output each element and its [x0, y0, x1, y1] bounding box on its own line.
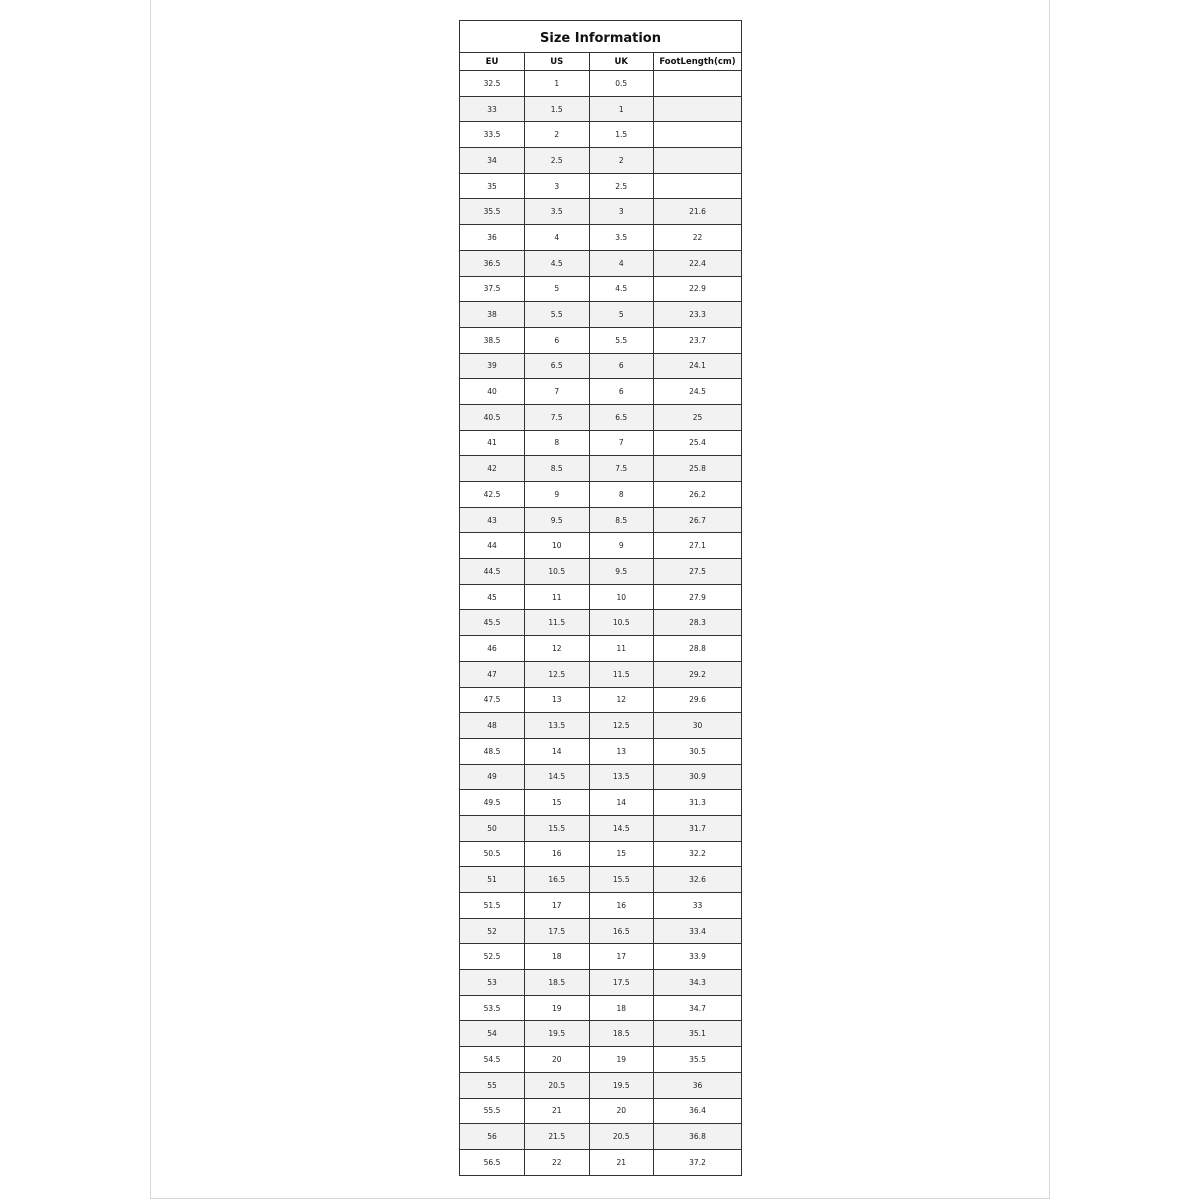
- cell-eu: 44.5: [460, 559, 525, 585]
- table-row: [460, 430, 741, 456]
- cell-foot-length: 27.1: [654, 533, 742, 559]
- cell-eu: 36: [460, 225, 525, 251]
- cell-eu: 55: [460, 1072, 525, 1098]
- cell-uk: 16: [589, 893, 654, 919]
- cell-uk: 4.5: [589, 276, 654, 302]
- cell-uk: 1: [589, 96, 654, 122]
- table-row: [460, 533, 741, 559]
- table-row: [460, 225, 741, 251]
- cell-eu: 35: [460, 173, 525, 199]
- cell-us: 11.5: [525, 610, 590, 636]
- cell-uk: 6.5: [589, 404, 654, 430]
- cell-us: 9: [525, 482, 590, 508]
- table-row: [460, 790, 741, 816]
- cell-us: 19: [525, 995, 590, 1021]
- cell-uk: 14.5: [589, 815, 654, 841]
- cell-us: 14.5: [525, 764, 590, 790]
- cell-foot-length: 22.9: [654, 276, 742, 302]
- cell-eu: 44: [460, 533, 525, 559]
- cell-us: 10: [525, 533, 590, 559]
- cell-us: 17: [525, 893, 590, 919]
- cell-uk: 19: [589, 1047, 654, 1073]
- cell-foot-length: 30.9: [654, 764, 742, 790]
- cell-foot-length: 36.8: [654, 1124, 742, 1150]
- cell-foot-length: 33: [654, 893, 742, 919]
- cell-foot-length: 21.6: [654, 199, 742, 225]
- cell-uk: 7.5: [589, 456, 654, 482]
- cell-foot-length: 35.5: [654, 1047, 742, 1073]
- cell-uk: 11: [589, 636, 654, 662]
- cell-foot-length: 27.5: [654, 559, 742, 585]
- table-row: [460, 507, 741, 533]
- cell-foot-length: 23.3: [654, 302, 742, 328]
- cell-uk: 0.5: [589, 71, 654, 97]
- cell-foot-length: [654, 96, 742, 122]
- table-row: [460, 1098, 741, 1124]
- table-row: [460, 713, 741, 739]
- cell-eu: 52.5: [460, 944, 525, 970]
- cell-us: 21.5: [525, 1124, 590, 1150]
- cell-us: 12.5: [525, 661, 590, 687]
- cell-uk: 12: [589, 687, 654, 713]
- cell-foot-length: 27.9: [654, 584, 742, 610]
- table-row: [460, 1124, 741, 1150]
- cell-foot-length: 28.8: [654, 636, 742, 662]
- cell-us: 8.5: [525, 456, 590, 482]
- cell-us: 15.5: [525, 815, 590, 841]
- table-row: [460, 122, 741, 148]
- cell-eu: 50: [460, 815, 525, 841]
- table-row: [460, 1149, 741, 1174]
- table-row: [460, 71, 741, 97]
- cell-uk: 9: [589, 533, 654, 559]
- cell-eu: 54: [460, 1021, 525, 1047]
- cell-eu: 37.5: [460, 276, 525, 302]
- cell-us: 17.5: [525, 918, 590, 944]
- table-row: [460, 687, 741, 713]
- cell-uk: 17: [589, 944, 654, 970]
- cell-eu: 42: [460, 456, 525, 482]
- cell-us: 1.5: [525, 96, 590, 122]
- table-row: [460, 327, 741, 353]
- cell-foot-length: [654, 173, 742, 199]
- cell-foot-length: 24.5: [654, 379, 742, 405]
- table-row: [460, 379, 741, 405]
- table-row: [460, 173, 741, 199]
- cell-uk: 12.5: [589, 713, 654, 739]
- cell-eu: 56: [460, 1124, 525, 1150]
- cell-foot-length: 23.7: [654, 327, 742, 353]
- cell-uk: 14: [589, 790, 654, 816]
- cell-us: 4.5: [525, 250, 590, 276]
- cell-foot-length: 32.6: [654, 867, 742, 893]
- cell-eu: 49: [460, 764, 525, 790]
- cell-foot-length: [654, 71, 742, 97]
- table-row: [460, 559, 741, 585]
- cell-uk: 11.5: [589, 661, 654, 687]
- cell-eu: 49.5: [460, 790, 525, 816]
- cell-foot-length: 22: [654, 225, 742, 251]
- cell-uk: 15: [589, 841, 654, 867]
- cell-uk: 5: [589, 302, 654, 328]
- table-row: [460, 893, 741, 919]
- cell-us: 3: [525, 173, 590, 199]
- cell-us: 1: [525, 71, 590, 97]
- cell-eu: 33: [460, 96, 525, 122]
- cell-eu: 38.5: [460, 327, 525, 353]
- cell-us: 3.5: [525, 199, 590, 225]
- cell-uk: 13.5: [589, 764, 654, 790]
- table-row: [460, 918, 741, 944]
- cell-us: 10.5: [525, 559, 590, 585]
- cell-us: 20: [525, 1047, 590, 1073]
- cell-foot-length: [654, 122, 742, 148]
- cell-eu: 48: [460, 713, 525, 739]
- cell-foot-length: 31.7: [654, 815, 742, 841]
- cell-uk: 13: [589, 738, 654, 764]
- table-row: [460, 815, 741, 841]
- cell-uk: 5.5: [589, 327, 654, 353]
- cell-foot-length: 22.4: [654, 250, 742, 276]
- cell-foot-length: 30.5: [654, 738, 742, 764]
- size-table: [460, 53, 741, 1175]
- cell-uk: 10: [589, 584, 654, 610]
- size-rows: [460, 71, 741, 1175]
- cell-eu: 51: [460, 867, 525, 893]
- header-eu: EU: [460, 53, 525, 71]
- cell-eu: 52: [460, 918, 525, 944]
- cell-uk: 7: [589, 430, 654, 456]
- cell-foot-length: 26.2: [654, 482, 742, 508]
- cell-eu: 35.5: [460, 199, 525, 225]
- cell-eu: 32.5: [460, 71, 525, 97]
- header-us: US: [525, 53, 590, 71]
- cell-foot-length: 36: [654, 1072, 742, 1098]
- cell-eu: 33.5: [460, 122, 525, 148]
- cell-us: 15: [525, 790, 590, 816]
- table-row: [460, 841, 741, 867]
- cell-uk: 4: [589, 250, 654, 276]
- cell-uk: 3.5: [589, 225, 654, 251]
- cell-foot-length: 35.1: [654, 1021, 742, 1047]
- cell-uk: 8.5: [589, 507, 654, 533]
- cell-foot-length: 25.4: [654, 430, 742, 456]
- cell-eu: 42.5: [460, 482, 525, 508]
- cell-eu: 53: [460, 970, 525, 996]
- cell-us: 13.5: [525, 713, 590, 739]
- table-row: [460, 1072, 741, 1098]
- table-row: [460, 661, 741, 687]
- cell-us: 22: [525, 1149, 590, 1174]
- cell-us: 6.5: [525, 353, 590, 379]
- table-row: [460, 636, 741, 662]
- cell-uk: 19.5: [589, 1072, 654, 1098]
- cell-us: 16: [525, 841, 590, 867]
- table-row: [460, 482, 741, 508]
- table-row: [460, 404, 741, 430]
- cell-foot-length: 34.3: [654, 970, 742, 996]
- cell-eu: 53.5: [460, 995, 525, 1021]
- cell-eu: 51.5: [460, 893, 525, 919]
- header-row: [460, 53, 741, 71]
- cell-eu: 56.5: [460, 1149, 525, 1174]
- cell-uk: 6: [589, 353, 654, 379]
- table-row: [460, 1021, 741, 1047]
- cell-eu: 39: [460, 353, 525, 379]
- cell-uk: 18.5: [589, 1021, 654, 1047]
- cell-uk: 15.5: [589, 867, 654, 893]
- cell-us: 6: [525, 327, 590, 353]
- cell-us: 7.5: [525, 404, 590, 430]
- cell-us: 14: [525, 738, 590, 764]
- cell-eu: 45: [460, 584, 525, 610]
- table-row: [460, 944, 741, 970]
- table-row: [460, 867, 741, 893]
- cell-eu: 40.5: [460, 404, 525, 430]
- table-row: [460, 456, 741, 482]
- cell-uk: 1.5: [589, 122, 654, 148]
- table-row: [460, 302, 741, 328]
- cell-eu: 40: [460, 379, 525, 405]
- table-row: [460, 1047, 741, 1073]
- cell-foot-length: 29.6: [654, 687, 742, 713]
- cell-us: 2.5: [525, 148, 590, 174]
- cell-foot-length: 25: [654, 404, 742, 430]
- cell-uk: 20.5: [589, 1124, 654, 1150]
- cell-eu: 43: [460, 507, 525, 533]
- cell-eu: 45.5: [460, 610, 525, 636]
- cell-foot-length: 29.2: [654, 661, 742, 687]
- cell-foot-length: 33.9: [654, 944, 742, 970]
- cell-us: 13: [525, 687, 590, 713]
- cell-us: 5: [525, 276, 590, 302]
- cell-foot-length: 30: [654, 713, 742, 739]
- cell-foot-length: 28.3: [654, 610, 742, 636]
- cell-us: 4: [525, 225, 590, 251]
- cell-eu: 34: [460, 148, 525, 174]
- cell-eu: 38: [460, 302, 525, 328]
- table-row: [460, 148, 741, 174]
- cell-uk: 3: [589, 199, 654, 225]
- table-row: [460, 353, 741, 379]
- cell-eu: 50.5: [460, 841, 525, 867]
- cell-eu: 36.5: [460, 250, 525, 276]
- cell-us: 16.5: [525, 867, 590, 893]
- table-row: [460, 610, 741, 636]
- cell-uk: 8: [589, 482, 654, 508]
- table-row: [460, 764, 741, 790]
- table-row: [460, 584, 741, 610]
- cell-us: 20.5: [525, 1072, 590, 1098]
- cell-foot-length: [654, 148, 742, 174]
- cell-foot-length: 24.1: [654, 353, 742, 379]
- size-chart-title: Size Information: [460, 21, 741, 53]
- cell-foot-length: 25.8: [654, 456, 742, 482]
- cell-foot-length: 36.4: [654, 1098, 742, 1124]
- cell-eu: 48.5: [460, 738, 525, 764]
- cell-us: 19.5: [525, 1021, 590, 1047]
- header-uk: UK: [589, 53, 654, 71]
- cell-us: 21: [525, 1098, 590, 1124]
- cell-us: 7: [525, 379, 590, 405]
- cell-uk: 17.5: [589, 970, 654, 996]
- table-row: [460, 995, 741, 1021]
- cell-us: 9.5: [525, 507, 590, 533]
- cell-uk: 2.5: [589, 173, 654, 199]
- cell-us: 12: [525, 636, 590, 662]
- cell-uk: 20: [589, 1098, 654, 1124]
- cell-uk: 18: [589, 995, 654, 1021]
- cell-foot-length: 26.7: [654, 507, 742, 533]
- cell-uk: 16.5: [589, 918, 654, 944]
- cell-eu: 47: [460, 661, 525, 687]
- cell-us: 18: [525, 944, 590, 970]
- cell-us: 8: [525, 430, 590, 456]
- cell-us: 11: [525, 584, 590, 610]
- cell-uk: 21: [589, 1149, 654, 1174]
- table-row: [460, 738, 741, 764]
- cell-foot-length: 37.2: [654, 1149, 742, 1174]
- cell-us: 18.5: [525, 970, 590, 996]
- cell-eu: 54.5: [460, 1047, 525, 1073]
- cell-uk: 2: [589, 148, 654, 174]
- cell-eu: 47.5: [460, 687, 525, 713]
- cell-uk: 6: [589, 379, 654, 405]
- cell-us: 5.5: [525, 302, 590, 328]
- cell-foot-length: 33.4: [654, 918, 742, 944]
- cell-foot-length: 32.2: [654, 841, 742, 867]
- table-row: [460, 276, 741, 302]
- cell-eu: 46: [460, 636, 525, 662]
- cell-foot-length: 31.3: [654, 790, 742, 816]
- table-row: [460, 199, 741, 225]
- header-foot-length: FootLength(cm): [654, 53, 742, 71]
- table-row: [460, 96, 741, 122]
- table-row: [460, 970, 741, 996]
- cell-uk: 9.5: [589, 559, 654, 585]
- cell-uk: 10.5: [589, 610, 654, 636]
- table-row: [460, 250, 741, 276]
- cell-foot-length: 34.7: [654, 995, 742, 1021]
- size-chart: [459, 20, 742, 1176]
- cell-eu: 55.5: [460, 1098, 525, 1124]
- cell-eu: 41: [460, 430, 525, 456]
- cell-us: 2: [525, 122, 590, 148]
